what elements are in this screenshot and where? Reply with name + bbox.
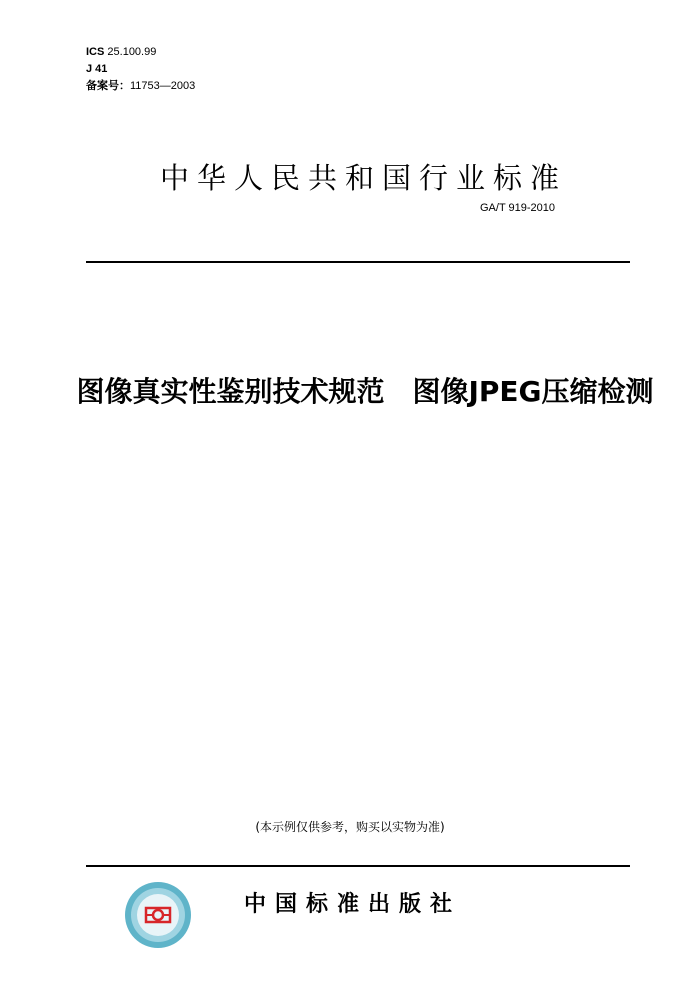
- record-value: 11753—2003: [130, 80, 196, 92]
- record-label: 备案号：: [86, 80, 130, 92]
- publisher-name: 中国标准出版社: [244, 892, 462, 917]
- classification-code: J 41: [86, 63, 108, 75]
- standard-code: GA/T 919-2010: [480, 202, 556, 214]
- ics-value: 25.100.99: [107, 46, 157, 58]
- ics-label: ICS: [86, 46, 105, 58]
- standard-type-heading: 中华人民共和国行业标准: [160, 161, 568, 195]
- top-divider: [86, 261, 630, 263]
- document-title: 图像真实性鉴别技术规范 图像JPEG压缩检测: [76, 375, 654, 408]
- record-line: [86, 78, 195, 95]
- ics-line: [86, 44, 195, 61]
- publisher-logo: [124, 881, 192, 949]
- bottom-divider: [86, 865, 630, 867]
- logo-inner-disc: [137, 894, 179, 936]
- document-meta: [86, 44, 195, 95]
- sample-disclaimer: (本示例仅供参考，购买以实物为准): [255, 820, 445, 834]
